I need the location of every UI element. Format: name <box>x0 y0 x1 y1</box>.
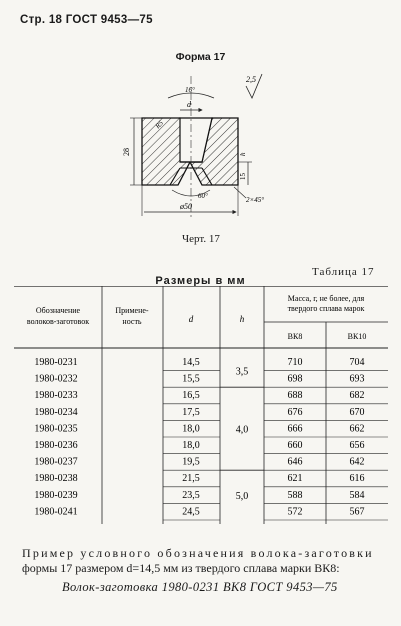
header-mass-2: твердого сплава марок <box>287 304 365 313</box>
drawing-caption: Черт. 17 <box>182 233 220 245</box>
row-d: 17,5 <box>182 406 200 418</box>
row-code: 1980-0234 <box>34 406 78 418</box>
row-vk10: 682 <box>349 390 365 402</box>
row-d: 18,0 <box>182 440 200 451</box>
row-vk10: 616 <box>349 473 365 485</box>
dim-top-angle: 16° <box>185 86 195 94</box>
dim-bottom-angle: 60° <box>198 192 208 200</box>
header-h: h <box>239 314 245 324</box>
row-d: 24,5 <box>182 506 200 518</box>
row-d: 14,5 <box>182 357 200 368</box>
header-designation: Обозначение <box>35 306 81 315</box>
row-code: 1980-0231 <box>34 357 78 368</box>
row-vk8: 588 <box>287 489 303 501</box>
row-vk8: 688 <box>287 390 303 402</box>
table-number: Таблица 17 <box>312 266 375 278</box>
row-vk10: 670 <box>349 406 365 418</box>
row-d: 16,5 <box>182 390 200 402</box>
row-vk10: 662 <box>349 423 365 435</box>
row-vk8: 621 <box>287 473 303 485</box>
row-code: 1980-0235 <box>34 423 78 435</box>
row-vk10: 567 <box>349 506 365 518</box>
dim-h: h <box>239 152 247 156</box>
page-header: Стр. 18 ГОСТ 9453—75 <box>20 14 153 26</box>
row-d: 21,5 <box>182 473 200 485</box>
row-code: 1980-0237 <box>34 456 78 468</box>
header-mass: Масса, г, не более, для <box>287 294 365 303</box>
header-designation-2: волоков-заготовок <box>26 317 90 326</box>
row-vk8: 572 <box>287 506 303 518</box>
row-vk10: 642 <box>349 456 365 468</box>
h-group-value: 3,5 <box>235 366 249 378</box>
dim-d: d <box>187 100 191 109</box>
row-code: 1980-0233 <box>34 390 78 402</box>
table-title: Размеры в мм <box>155 275 246 287</box>
dim-radius: R5 <box>153 119 165 131</box>
row-vk10: 656 <box>349 440 365 451</box>
h-group-value: 4,0 <box>235 424 249 436</box>
example-line-2: формы 17 размером d=14,5 мм из твердого сплава марки ВК8: <box>22 561 340 575</box>
row-vk8: 646 <box>287 456 303 468</box>
example-line-1: Пример условного обозначения волока-заготовки <box>22 546 374 560</box>
example-text <box>22 546 382 576</box>
row-vk8: 676 <box>287 406 303 418</box>
header-application: Примене- <box>115 306 149 315</box>
row-code: 1980-0232 <box>34 373 78 385</box>
roughness-mark: 2,5 <box>246 75 256 84</box>
example-designation: Волок-заготовка 1980-0231 ВК8 ГОСТ 9453—75 <box>62 580 338 594</box>
technical-drawing <box>100 70 280 230</box>
row-d: 23,5 <box>182 489 200 501</box>
row-vk8: 660 <box>287 440 303 451</box>
h-group-value: 5,0 <box>235 491 249 503</box>
header-application-2: ность <box>122 317 142 326</box>
row-d: 15,5 <box>182 373 200 385</box>
dim-chamfer: 2×45° <box>246 196 265 204</box>
row-vk10: 693 <box>349 373 365 385</box>
row-code: 1980-0239 <box>34 489 78 501</box>
row-d: 19,5 <box>182 456 200 468</box>
dim-diameter: ø50 <box>180 202 192 211</box>
row-vk10: 704 <box>349 357 365 368</box>
header-vk10: ВК10 <box>347 332 367 341</box>
row-vk10: 584 <box>349 489 365 501</box>
dim-bottom-height: 15 <box>239 173 247 180</box>
dimensions-table <box>0 286 401 536</box>
row-code: 1980-0241 <box>34 506 78 518</box>
form-title: Форма 17 <box>175 51 226 63</box>
row-code: 1980-0238 <box>34 473 78 485</box>
header-d: d <box>188 314 194 324</box>
row-vk8: 666 <box>287 423 303 435</box>
row-d: 18,0 <box>182 423 200 435</box>
row-vk8: 698 <box>287 373 303 385</box>
header-vk8: ВК8 <box>287 332 303 341</box>
row-vk8: 710 <box>287 357 303 368</box>
row-code: 1980-0236 <box>34 440 78 451</box>
dim-height: 28 <box>122 148 131 156</box>
